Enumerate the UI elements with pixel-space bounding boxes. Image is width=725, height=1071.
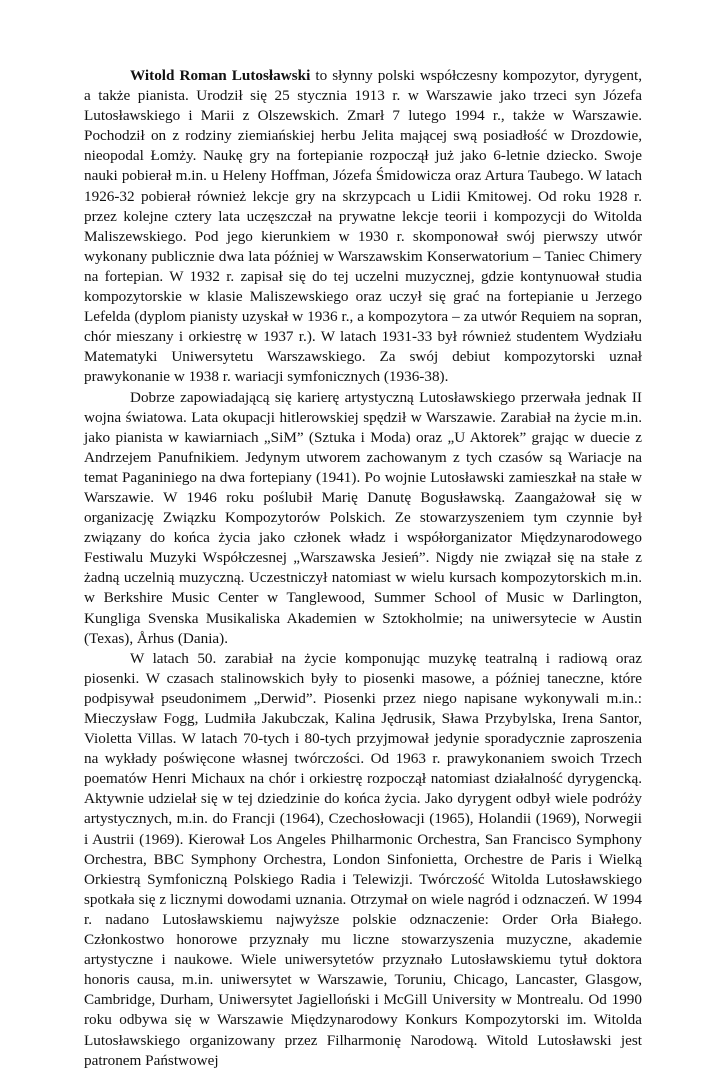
paragraph-1-text: to słynny polski współczesny kompozytor, dyrygent, a także pianista. Urodził się 25 stycznia 1913 r. w Warszawie jako trzeci syn Józefa Lutosławskiego i Marii z Olszewskich. Zmarł 7 lutego 1994 r., także w Warszawie. Pochodził on z rodziny ziemiańskiej herbu Jelita mającej swą posiadłość w Drozdowie, nieopodal Łomży. Naukę gry na fortepianie rozpoczął już jako 6-letnie dziecko. Swoje nauki pobierał m.in. u Heleny Hoffman, Józefa Śmidowicza oraz Artura Taubego. W latach 1926-32 pobierał również lekcje gry na skrzypcach u Lidii Kmitowej. Od roku 1928 r. przez kolejne cztery lata uczęszczał na prywatne lekcje teorii i kompozycji do Witolda Maliszewskiego. Pod jego kierunkiem w 1930 r. skomponował swój pierwszy utwór wykonany publicznie dwa lata później w Warszawskim Konserwatorium – Taniec Chimery na fortepian. W 1932 r. zapisał się do tej uczelni muzycznej, gdzie kontynuował studia kompozytorskie w klasie Maliszewskiego oraz uczył się grać na fortepianie u Jerzego Lefelda (dyplom pianisty uzyskał w 1936 r., a kompozytora – za utwór Requiem na sopran, chór mieszany i orkiestrę w 1937 r.). W latach 1931-33 był również studentem Wydziału Matematyki Uniwersytetu Warszawskiego. Za swój debiut kompozytorski uznał prawykonanie w 1938 r. wariacji symfonicznych (1936-38). xyxy=(84,67,642,386)
paragraph-2: Dobrze zapowiadającą się karierę artystyczną Lutosławskiego przerwała jednak II wojna światowa. Lata okupacji hitlerowskiej spędził w Warszawie. Zarabiał na życie m.in. jako pianista w kawiarniach „SiM” (Sztuka i Moda) oraz „U Aktorek” grając w duecie z Andrzejem Panufnikiem. Jedynym utworem zachowanym z tych czasów są Wariacje na temat Paganiniego na dwa fortepiany (1941). Po wojnie Lutosławski zamieszkał na stałe w Warszawie. W 1946 roku poślubił Marię Danutę Bogusławską. Zaangażował się w organizację Związku Kompozytorów Polskich. Ze stowarzyszeniem tym czynnie był związany do końca życia jako członek władz i współorganizator Międzynarodowego Festiwalu Muzyki Współczesnej „Warszawska Jesień”. Nigdy nie związał się na stałe z żadną uczelnią muzyczną. Uczestniczył natomiast w wielu kursach kompozytorskich m.in. w Berkshire Music Center w Tanglewood, Summer School of Music w Darlington, Kungliga Svenska Musikaliska Akademien w Sztokholmie; na uniwersytecie w Austin (Texas), Århus (Dania). xyxy=(84,388,642,647)
paragraph-1 xyxy=(84,66,642,388)
paragraph-3: W latach 50. zarabiał na życie komponując muzykę teatralną i radiową oraz piosenki. W czasach stalinowskich były to piosenki masowe, a później taneczne, które podpisywał pseudonimem „Derwid”. Piosenki przez niego napisane wykonywali m.in.: Mieczysław Fogg, Ludmiła Jakubczak, Kalina Jędrusik, Sława Przybylska, Irena Santor, Violetta Villas. W latach 70-tych i 80-tych przyjmował jedynie sporadycznie zaproszenia na wykłady poświęcone własnej twórczości. Od 1963 r. prawykonaniem swoich Trzech poematów Henri Michaux na chór i orkiestrę rozpoczął natomiast działalność dyrygencką. Aktywnie udzielał się w tej dziedzinie do końca życia. Jako dyrygent odbył wiele podróży artystycznych, m.in. do Francji (1964), Czechosłowacji (1965), Holandii (1969), Norwegii i Austrii (1969). Kierował Los Angeles Philharmonic Orchestra, San Francisco Symphony Orchestra, BBC Symphony Orchestra, London Sinfonietta, Orchestre de Paris i Wielką Orkiestrą Symfoniczną Polskiego Radia i Telewizji. Twórczość Witolda Lutosławskiego spotkała się z licznymi dowodami uznania. Otrzymał on wiele nagród i odznaczeń. W 1994 r. nadano Lutosławskiemu najwyższe polskie odznaczenie: Order Orła Białego. Członkostwo honorowe przyznały mu liczne stowarzyszenia muzyczne, akademie artystyczne i naukowe. Wiele uniwersytetów przyznało Lutosławskiemu tytuł doktora honoris causa, m.in. uniwersytet w Warszawie, Toruniu, Chicago, Lancaster, Glasgow, Cambridge, Durham, Uniwersytet Jagielloński i McGill University w Montrealu. Od 1990 roku odbywa się w Warszawie Międzynarodowy Konkurs Kompozytorski im. Witolda Lutosławskiego organizowany przez Filharmonię Narodową. Witold Lutosławski jest patronem Państwowej xyxy=(84,649,642,1069)
document-page xyxy=(84,66,642,1071)
composer-name: Witold Roman Lutosławski xyxy=(130,67,311,84)
